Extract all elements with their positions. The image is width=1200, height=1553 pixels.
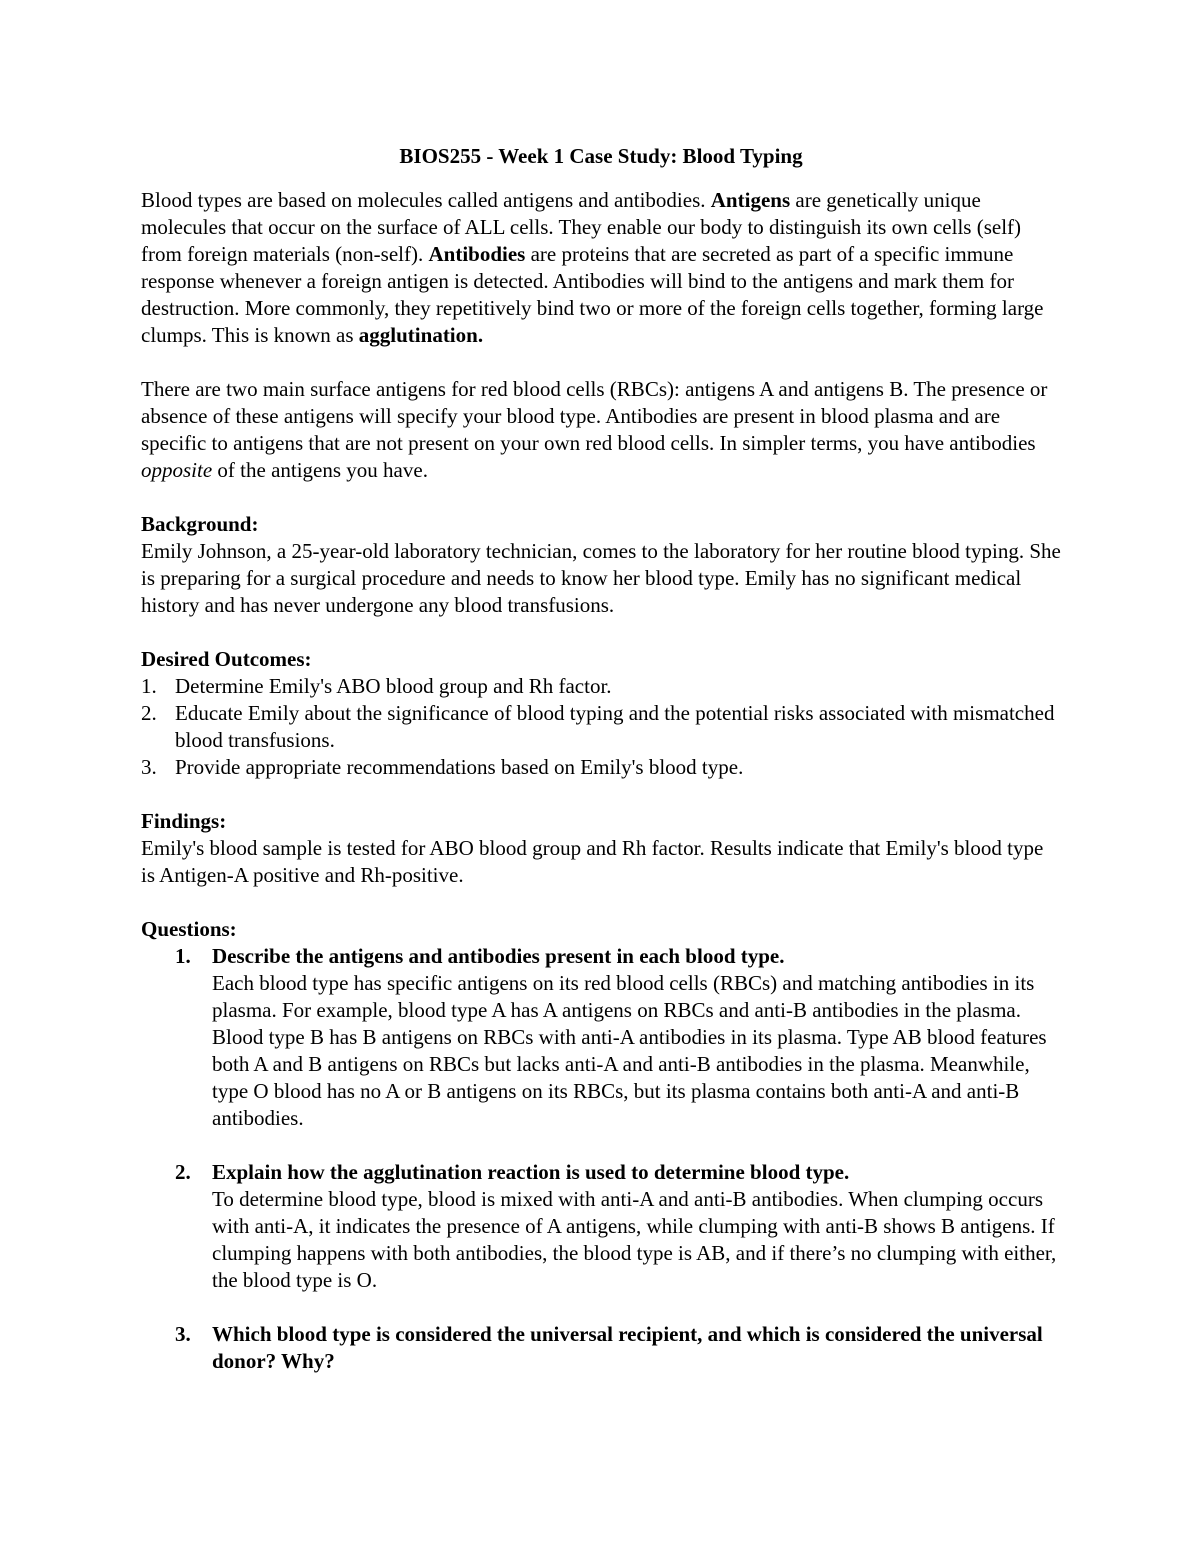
background-section — [141, 511, 1061, 619]
list-item — [141, 700, 1061, 754]
outcomes-section — [141, 646, 1061, 781]
intro-text-1c: are proteins that are secreted as part of a specific immune response whenever a foreign antigen is detected. Antibodies will bind to the antigens and mark them for destruction. More commonly, they repetitively bind two or more of the foreign cells together, forming large clumps. This is known as — [141, 242, 1044, 347]
list-number: 1. — [141, 674, 157, 698]
findings-text: Emily's blood sample is tested for ABO blood group and Rh factor. Results indicate that Emily's blood type is Antigen-A positive and Rh-positive. — [141, 836, 1044, 887]
list-number: 3. — [141, 755, 157, 779]
background-heading: Background: — [141, 512, 259, 536]
question-text: Which blood type is considered the universal recipient, and which is considered the universal donor? Why? — [212, 1322, 1043, 1373]
list-item — [141, 754, 1061, 781]
questions-list — [141, 943, 1061, 1375]
intro-text-1a: Blood types are based on molecules called antigens and antibodies. — [141, 188, 711, 212]
question-number: 2. — [175, 1160, 191, 1184]
term-opposite: opposite — [141, 458, 213, 482]
question-number: 1. — [175, 944, 191, 968]
questions-heading: Questions: — [141, 917, 237, 941]
question-item — [141, 1321, 1061, 1375]
question-item — [141, 1159, 1061, 1294]
outcomes-list — [141, 673, 1061, 781]
term-agglutination: agglutination. — [358, 323, 484, 347]
intro-text-2b: of the antigens you have. — [212, 458, 428, 482]
question-number: 3. — [175, 1322, 191, 1346]
answer-text: To determine blood type, blood is mixed with anti-A and anti-B antibodies. When clumping occurs with anti-A, it indicates the presence of A antigens, while clumping with anti-B shows B antigens. If clumping happens with both antibodies, the blood type is AB, and if there’s no clumping with either, the blood type is O. — [212, 1187, 1057, 1292]
list-number: 2. — [141, 701, 157, 725]
intro-paragraph-2 — [141, 376, 1061, 484]
intro-paragraph-1 — [141, 187, 1061, 349]
question-item — [141, 943, 1061, 1132]
list-item-text: Educate Emily about the significance of blood typing and the potential risks associated with mismatched blood transfusions. — [175, 701, 1055, 752]
document-title: BIOS255 - Week 1 Case Study: Blood Typing — [399, 144, 803, 168]
findings-section — [141, 808, 1061, 889]
list-item-text: Provide appropriate recommendations based on Emily's blood type. — [175, 755, 744, 779]
background-text: Emily Johnson, a 25-year-old laboratory technician, comes to the laboratory for her routine blood typing. She is preparing for a surgical procedure and needs to know her blood type. Emily has no significant medical history and has never undergone any blood transfusions. — [141, 539, 1061, 617]
document-page — [141, 143, 1061, 1375]
intro-text-1b: are genetically unique molecules that occur on the surface of ALL cells. They enable our body to distinguish its own cells (self) from foreign materials (non-self). — [141, 188, 1022, 266]
findings-heading: Findings: — [141, 809, 227, 833]
answer-text: Each blood type has specific antigens on its red blood cells (RBCs) and matching antibodies in its plasma. For example, blood type A has A antigens on RBCs and anti-B antibodies in the plasma. Blood type B has B antigens on RBCs with anti-A antibodies in its plasma. Type AB blood features both A and B antigens on RBCs but lacks anti-A and anti-B antibodies in the plasma. Meanwhile, type O blood has no A or B antigens on its RBCs, but its plasma contains both anti-A and anti-B antibodies. — [212, 971, 1047, 1130]
list-item — [141, 673, 1061, 700]
outcomes-heading: Desired Outcomes: — [141, 647, 312, 671]
questions-section — [141, 916, 1061, 1375]
question-text: Explain how the agglutination reaction is used to determine blood type. — [212, 1160, 850, 1184]
term-antigens: Antigens — [710, 188, 791, 212]
intro-text-2a: There are two main surface antigens for red blood cells (RBCs): antigens A and antigens B. The presence or absence of these antigens will specify your blood type. Antibodies are present in blood plasma and are specific to antigens that are not present on your own red blood cells. In simpler terms, you have antibodies — [141, 377, 1048, 455]
question-text: Describe the antigens and antibodies present in each blood type. — [212, 944, 785, 968]
term-antibodies: Antibodies — [428, 242, 526, 266]
list-item-text: Determine Emily's ABO blood group and Rh factor. — [175, 674, 612, 698]
